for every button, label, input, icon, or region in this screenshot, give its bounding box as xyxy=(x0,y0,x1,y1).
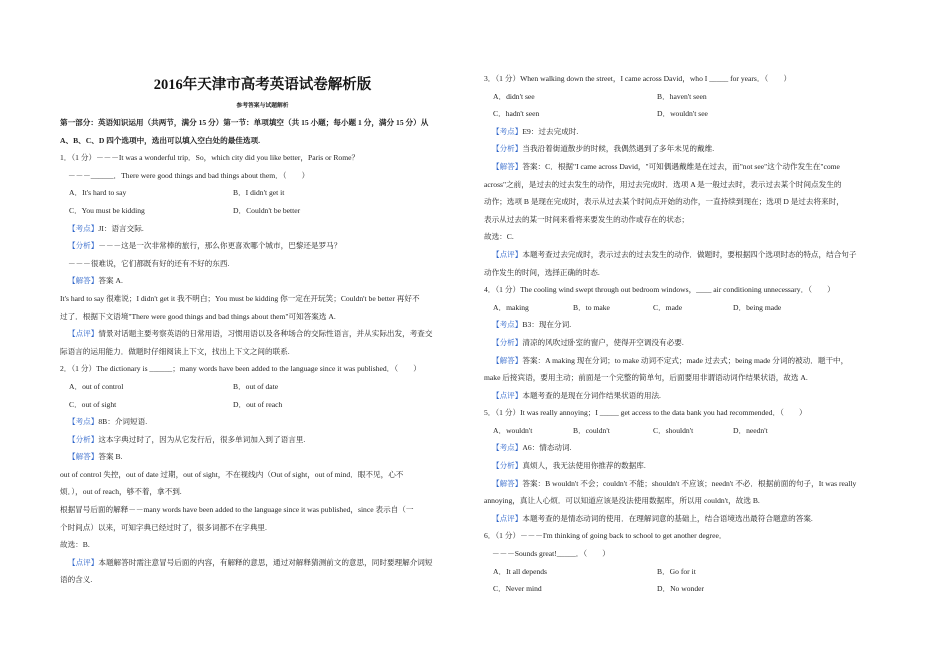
jieda-text: 答案 A. xyxy=(98,276,123,286)
dianping-line xyxy=(60,554,465,572)
option-d: D．wouldn't see xyxy=(657,109,708,119)
option-a: A．out of control xyxy=(69,381,124,391)
fenxi-line xyxy=(484,457,889,475)
jieda-text: 答案 B. xyxy=(98,452,123,462)
dianping-text-continued: 际语言的运用能力．做题时仔细阅读上下文，找出上下文之间的联系. xyxy=(60,346,290,356)
kaodian-tag: 【考点】 xyxy=(68,417,99,427)
dianping-line xyxy=(484,246,889,264)
dianping-text: 本题考查的是现在分词作结果状语的用法. xyxy=(522,390,661,400)
fenxi-tag: 【分析】 xyxy=(492,337,523,347)
option-b: B．couldn't xyxy=(573,425,610,435)
question-stem: 4．（1 分）The cooling wind swept through out bedroom windows，____ air conditioning unnecessary．（ ） xyxy=(484,285,835,295)
dianping-tag: 【点评】 xyxy=(492,390,523,400)
question-2 xyxy=(60,360,465,589)
right-column xyxy=(484,70,889,598)
fenxi-line xyxy=(484,334,889,352)
options-row xyxy=(484,563,889,581)
explanation-line: It's hard to say 很难说；I didn't get it 我不明白；You must be kidding 你一定在开玩笑；Couldn't be better 再好不 xyxy=(60,293,420,303)
jieda-text: 答案：C．根据"I came across David，"可知偶遇戴维是在过去，而"not see"这个动作发生在"come xyxy=(522,161,840,171)
options-row xyxy=(484,580,889,598)
dianping-text-continued: 语的含义. xyxy=(60,575,93,585)
options-row xyxy=(484,299,889,317)
dianping-tag: 【点评】 xyxy=(492,513,523,523)
jieda-text-continued: 动作；选项 B 是现在完成时，表示从过去某个时间点开始的动作，一直持续到现在；选项 D 是过去将来时， xyxy=(484,197,844,207)
question-stem: 2．（1 分）The dictionary is ______；many words have been added to the language since it was published．（ ） xyxy=(60,364,421,374)
dianping-text: 本题解答时需注意冒号后面的内容，有解释的意思，通过对解释猜测前文的意思，同时要理解介词短 xyxy=(98,557,433,567)
dianping-text: 本题考查的是情态动词的使用．在理解词意的基础上，结合语境选出最符合题意的答案. xyxy=(522,513,813,523)
jieda-text-continued: 表示从过去的某一时间来看将来要发生的动作或存在的状态； xyxy=(484,214,690,224)
jieda-text-continued: across"之前，是过去的过去发生的动作，用过去完成时．选项 A 是一般过去时，表示过去某个时间点发生的 xyxy=(484,179,842,189)
kaodian-line xyxy=(484,123,889,141)
jieda-tag: 【解答】 xyxy=(492,478,523,488)
question-5 xyxy=(484,404,889,527)
option-a: A．wouldn't xyxy=(493,425,533,435)
option-c: C．hadn't seen xyxy=(493,109,540,119)
fenxi-tag: 【分析】 xyxy=(68,241,99,251)
kaodian-tag: 【考点】 xyxy=(492,320,523,330)
kaodian-text: A6：情态动词. xyxy=(522,443,572,453)
jieda-tag: 【解答】 xyxy=(68,452,99,462)
fenxi-tag: 【分析】 xyxy=(492,144,523,154)
dianping-text-continued: 动作发生的时间，选择正确的时态. xyxy=(484,267,600,277)
option-c: C．You must be kidding xyxy=(69,205,145,215)
question-3 xyxy=(484,70,889,281)
question-stem-continued: －－－Sounds great!_____．（ ） xyxy=(492,549,610,559)
option-d: D．Couldn't be better xyxy=(233,205,301,215)
question-stem: 5．（1 分）It was really annoying；I _____ get access to the data bank you had recommended．（ ） xyxy=(484,408,807,418)
option-d: D．needn't xyxy=(733,425,768,435)
fenxi-text: 当我沿着街道散步的时候，我偶然遇到了多年未见的戴维. xyxy=(522,144,715,154)
dianping-line xyxy=(60,325,465,343)
option-a: A．making xyxy=(493,302,529,312)
dianping-text: 本题考查过去完成时，表示过去的过去发生的动作．做题时，要根据四个选项时态的特点，结合句子 xyxy=(522,249,857,259)
question-4 xyxy=(484,281,889,404)
fenxi-text-continued: －－－很难说，它们都既有好的还有不好的东西. xyxy=(68,258,230,268)
option-b: B．Go for it xyxy=(657,566,696,576)
option-a: A．didn't see xyxy=(493,91,535,101)
fenxi-line xyxy=(484,140,889,158)
kaodian-text: JI：语言交际. xyxy=(98,223,144,233)
option-c: C．made xyxy=(653,302,683,312)
kaodian-text: B3：现在分词. xyxy=(522,320,572,330)
question-stem: 1．（1 分）－－－It was a wonderful trip．So，which city did you like better，Paris or Rome？ xyxy=(60,153,360,163)
option-b: B．haven't seen xyxy=(657,91,707,101)
question-1 xyxy=(60,149,465,360)
page-subtitle: 参考答案与试题解析 xyxy=(236,103,289,109)
options-row xyxy=(60,184,465,202)
jieda-tag: 【解答】 xyxy=(492,355,523,365)
fenxi-text: 真烦人，我无法使用你推荐的数据库. xyxy=(522,461,646,471)
kaodian-tag: 【考点】 xyxy=(68,223,99,233)
kaodian-line xyxy=(60,413,465,431)
question-6 xyxy=(484,527,889,597)
explanation-line: 过了．根据下文语境"There were good things and bad things about them"可知答案选 A. xyxy=(60,311,336,321)
dianping-line xyxy=(484,510,889,528)
jieda-line xyxy=(484,475,889,493)
kaodian-text: E9：过去完成时. xyxy=(522,126,579,136)
section-instruction-line2: A、B、C、D 四个选项中，选出可以填入空白处的最佳选项. xyxy=(60,135,260,145)
jieda-tag: 【解答】 xyxy=(68,276,99,286)
fenxi-line xyxy=(60,237,465,255)
kaodian-tag: 【考点】 xyxy=(492,126,523,136)
kaodian-line xyxy=(484,439,889,457)
kaodian-tag: 【考点】 xyxy=(492,443,523,453)
jieda-line xyxy=(484,352,889,370)
fenxi-line xyxy=(60,431,465,449)
fenxi-tag: 【分析】 xyxy=(68,434,99,444)
fenxi-tag: 【分析】 xyxy=(492,461,523,471)
jieda-tag: 【解答】 xyxy=(492,161,523,171)
jieda-line xyxy=(484,158,889,176)
fenxi-text: 清凉的风吹过卧室的窗户，使得开空调没有必要. xyxy=(522,337,684,347)
kaodian-text: 8B：介词短语. xyxy=(98,417,148,427)
jieda-text: 答案：A making 现在分词；to make 动词不定式；made 过去式；being made 分词的被动．题干中， xyxy=(522,355,849,365)
option-b: B．out of date xyxy=(233,381,279,391)
question-stem: 6．（1 分）－－－I'm thinking of going back to school to get another degree． xyxy=(484,531,727,541)
explanation-line: out of control 失控，out of date 过期，out of sight，不在视线内（Out of sight，out of mind．眼不见，心不 xyxy=(60,469,404,479)
jieda-text-continued: 故选：C. xyxy=(484,232,514,242)
explanation-line: 烦．），out of reach，够不着，拿不到. xyxy=(60,487,182,497)
page-title: 2016年天津市高考英语试卷解析版 xyxy=(153,77,372,93)
left-column xyxy=(60,0,465,589)
fenxi-text: －－－这是一次非常棒的旅行，那么你更喜欢哪个城市，巴黎还是罗马？ xyxy=(98,241,342,251)
options-row xyxy=(60,378,465,396)
option-b: B．to make xyxy=(573,302,610,312)
explanation-line: 根据冒号后面的解释－－many words have been added to the language since it was published，since 表示自（一 xyxy=(60,505,414,515)
kaodian-line xyxy=(60,220,465,238)
options-row xyxy=(60,396,465,414)
dianping-tag: 【点评】 xyxy=(68,557,99,567)
jieda-text-continued: make 后接宾语，要用主动；前面是一个完整的简单句，后面要用非谓语动词作结果状语，故选 A. xyxy=(484,373,808,383)
dianping-line xyxy=(484,387,889,405)
option-b: B．I didn't get it xyxy=(233,188,285,198)
option-c: C．shouldn't xyxy=(653,425,694,435)
jieda-text: 答案：B wouldn't 不会；couldn't 不能；shouldn't 不应该；needn't 不必．根据前面的句子，It was really xyxy=(522,478,857,488)
section-instruction-line1: 第一部分：英语知识运用（共两节，满分 15 分）第一节：单项填空（共 15 小题；每小题 1 分，满分 15 分）从 xyxy=(60,118,429,127)
jieda-line xyxy=(60,272,465,290)
options-row xyxy=(484,105,889,123)
options-row xyxy=(484,88,889,106)
explanation-line: 个时间点）以来，可知字典已经过时了，很多词都不在字典里. xyxy=(60,522,267,532)
question-stem: 3．（1 分）When walking down the street，I came across David，who I _____ for years．（ ） xyxy=(484,74,792,83)
option-c: C．Never mind xyxy=(493,584,542,594)
dianping-tag: 【点评】 xyxy=(68,329,99,339)
fenxi-text: 这本字典过时了，因为从它发行后，很多单词加入到了语言里. xyxy=(98,434,306,444)
question-stem-continued: －－－______．There were good things and bad things about them．（ ） xyxy=(68,170,310,180)
option-a: A．It all depends xyxy=(493,566,547,576)
options-row xyxy=(60,202,465,220)
option-d: D．being made xyxy=(733,302,782,312)
dianping-tag: 【点评】 xyxy=(492,249,523,259)
options-row xyxy=(484,422,889,440)
option-a: A．It's hard to say xyxy=(69,188,127,198)
option-d: D．out of reach xyxy=(233,399,283,409)
dianping-text: 情景对话题主要考察英语的日常用语，习惯用语以及各种场合的交际性语言，并从实际出发，考查交 xyxy=(98,329,433,339)
kaodian-line xyxy=(484,316,889,334)
jieda-line xyxy=(60,448,465,466)
option-c: C．out of sight xyxy=(69,399,117,409)
option-d: D．No wonder xyxy=(657,584,705,594)
jieda-text-continued: annoying，真让人心烦．可以知道应该是没法使用数据库，所以用 couldn't，故选 B. xyxy=(484,496,760,506)
explanation-line: 故选：B. xyxy=(60,540,90,550)
